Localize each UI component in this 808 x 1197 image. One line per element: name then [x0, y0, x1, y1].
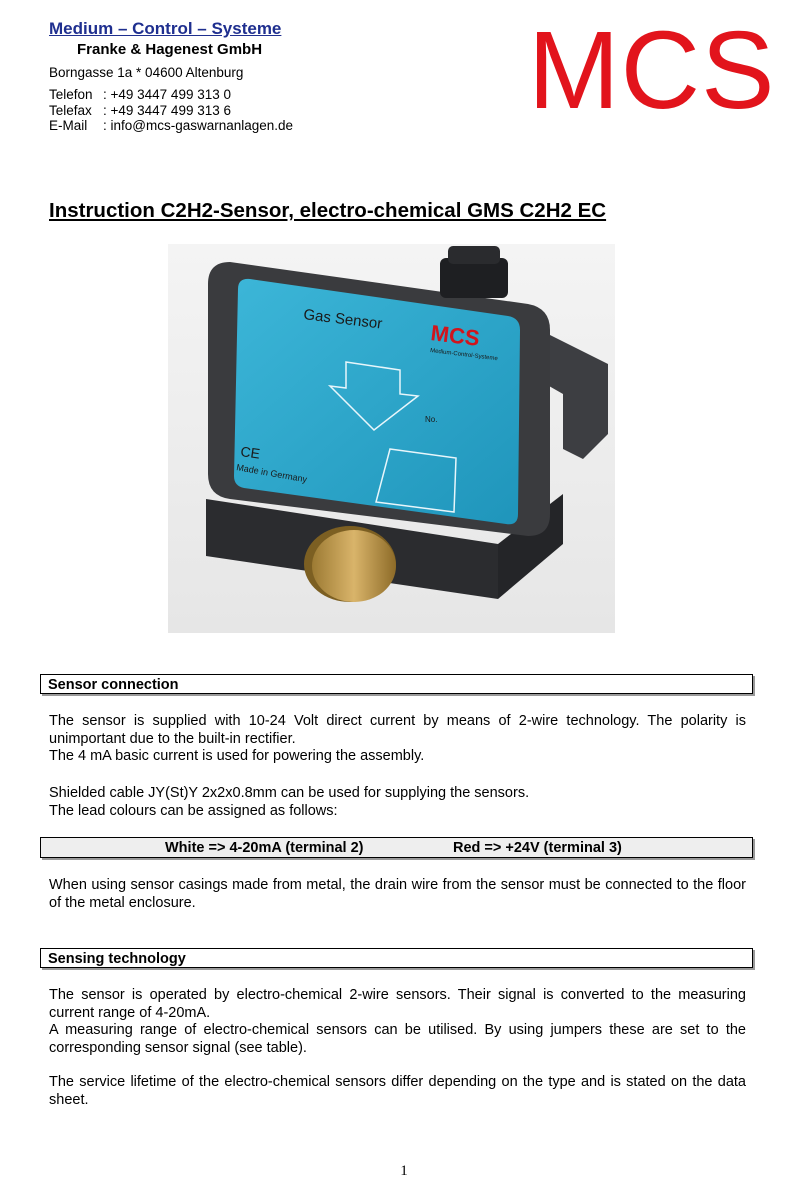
contact-block [49, 87, 293, 134]
company-address: Borngasse 1a * 04600 Altenburg [49, 65, 244, 80]
lead-white: White => 4-20mA (terminal 2) [165, 840, 364, 856]
document-title: Instruction C2H2-Sensor, electro-chemical GMS C2H2 EC [49, 199, 607, 222]
ce-mark: CE [239, 443, 262, 462]
mcs-logo: MCS [528, 9, 776, 132]
section-heading-connection: Sensor connection [40, 674, 753, 694]
lead-colour-bar [40, 837, 753, 858]
sensor-photo [168, 244, 615, 633]
contact-email: E-Mail : info@mcs-gaswarnanlagen.de [49, 118, 294, 133]
panel-logo: MCS [429, 320, 481, 351]
connection-paragraph-2: Shielded cable JY(St)Y 2x2x0.8mm can be used for supplying the sensors. The lead colours can be assigned as follows: [49, 785, 530, 819]
connection-paragraph-1: The sensor is supplied with 10-24 Volt direct current by means of 2-wire technology. The polarity is unimportant due to the built-in rectifier. The 4 mA basic current is used for powering the assembly. [49, 713, 746, 764]
made-in-label: Made in Germany [235, 462, 308, 485]
panel-logo-sub: Medium-Control-Systeme [429, 348, 499, 363]
sensing-paragraph-3: The service lifetime of the electro-chemical sensors differ depending on the type and is stated on the data sheet. [49, 1074, 746, 1108]
connection-paragraph-3: When using sensor casings made from metal, the drain wire from the sensor must be connected to the floor of the metal enclosure. [49, 877, 746, 911]
sensing-paragraph-1: The sensor is operated by electro-chemical 2-wire sensors. Their signal is converted to the measuring current range of 4-20mA. A measuring range of electro-chemical sensors can be utilised. By using jumpers these are set to the corresponding sensor signal (see table). [49, 987, 746, 1056]
contact-fax: Telefax : +49 3447 499 313 6 [49, 102, 231, 118]
company-name: Medium – Control – Systeme [49, 19, 282, 38]
lead-red: Red => +24V (terminal 3) [453, 840, 622, 856]
section-heading-sensing: Sensing technology [40, 948, 753, 968]
panel-label: Gas Sensor [302, 306, 384, 333]
company-subtitle: Franke & Hagenest GmbH [77, 41, 263, 58]
contact-phone: Telefon : +49 3447 499 313 0 [49, 87, 231, 102]
page-number: 1 [400, 1163, 408, 1179]
no-label: No. [425, 415, 438, 424]
